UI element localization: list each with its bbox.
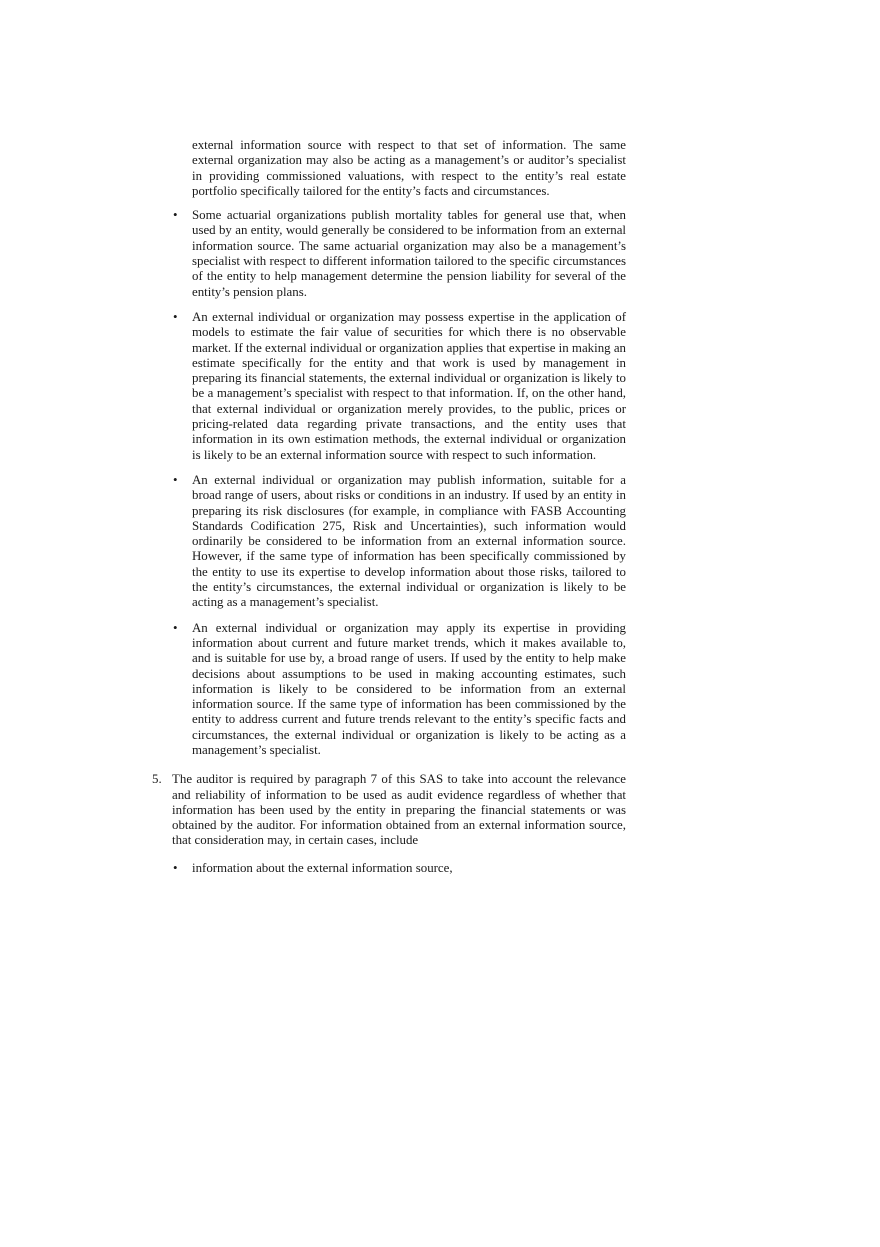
bullet-text: An external individual or organization may apply its expertise in providing information about current and future market trends, which it makes available to, and is suitable for use by, a broad range of users. If used by the entity to help make decisions about assumptions to be used in making accounting estimates, such information is likely to be considered to be information from an external information source. If the same type of information has been commissioned by the entity to address current and future trends relevant to the entity’s specific facts and circumstances, the external individual or organization is likely to be acting as a management’s specialist. — [192, 620, 626, 757]
bullet-item-market-trends — [173, 620, 626, 759]
bullet-text: information about the external information source, — [192, 860, 453, 875]
example-bullet-list — [150, 208, 626, 758]
bullet-icon: • — [173, 309, 178, 324]
bullet-item-source-info — [173, 860, 626, 876]
numbered-paragraph-5 — [152, 772, 626, 848]
bullet-icon: • — [173, 620, 178, 635]
bullet-icon: • — [173, 472, 178, 487]
bullet-text: Some actuarial organizations publish mortality tables for general use that, when used by an entity, would generally be considered to be information from an external information source. The same actuarial organization may also be a management’s specialist with respect to different information tailored to the specific circumstances of the entity to help management determine the pension liability for several of the entity’s pension plans. — [192, 208, 626, 299]
bullet-item-actuarial — [173, 208, 626, 300]
page-content — [150, 138, 626, 876]
bullet-item-models — [173, 309, 626, 463]
bullet-icon: • — [173, 208, 178, 223]
bullet-text: An external individual or organization may publish information, suitable for a broad range of users, about risks or conditions in an industry. If used by an entity in preparing its risk disclosures (for example, in compliance with FASB Accounting Standards Codification 275, Risk and Uncertainties), such information would ordinarily be considered to be information from an external information source. However, if the same type of information has been specifically commissioned by the entity to use its expertise to develop information about those risks, tailored to the entity’s circumstances, the external individual or organization is likely to be acting as a management’s specialist. — [192, 472, 626, 610]
bullet-item-risks — [173, 472, 626, 611]
bullet-text: An external individual or organization may possess expertise in the application of models to estimate the fair value of securities for which there is no observable market. If the external individual or organization applies that expertise in making an estimate specifically for the entity and that work is used by management in preparing its financial statements, the external individual or organization is likely to be a management’s specialist with respect to that information. If, on the other hand, that external individual or organization merely provides, to the public, prices or pricing-related data regarding private transactions, and the entity uses that information in its own estimation methods, the external individual or organization is likely to be an external information source with respect to such information. — [192, 309, 626, 462]
bullet-icon: • — [173, 860, 178, 875]
paragraph-text: The auditor is required by paragraph 7 of this SAS to take into account the relevance and reliability of information to be used as audit evidence regardless of whether that information has been used by the entity in preparing the financial statements or was obtained by the auditor. For information obtained from an external information source, that consideration may, in certain cases, include — [172, 772, 626, 848]
continued-paragraph: external information source with respect to that set of information. The same external organization may also be acting as a management’s or auditor’s specialist in providing commissioned valuations, with respect to the entity’s real estate portfolio specifically tailored for the entity’s facts and circumstances. — [192, 138, 626, 198]
consideration-bullet-list — [150, 861, 626, 876]
paragraph-number: 5. — [152, 772, 162, 787]
